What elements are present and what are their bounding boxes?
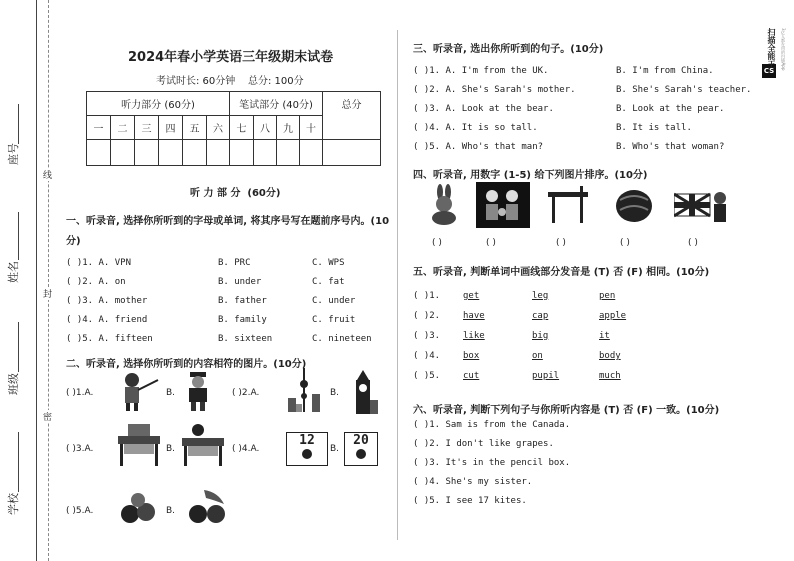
s5-item-5-word-b: pupil: [532, 371, 560, 381]
score-col-8: 八: [254, 116, 277, 140]
score-cell[interactable]: [277, 140, 300, 166]
s5-item-3-word-a: like: [463, 331, 485, 341]
s1-item-1-c: C. WPS: [312, 258, 345, 268]
score-cell[interactable]: [207, 140, 230, 166]
s6-item-3: ( )3. It's in the pencil box.: [413, 458, 571, 468]
name-blank: [18, 212, 19, 260]
s3-item-4-a: ( )4. A. It is so tall.: [413, 123, 538, 133]
fold-char-line: 线: [43, 168, 52, 181]
s3-item-5-b: B. Who's that woman?: [616, 142, 725, 152]
s3-item-1-b: B. I'm from China.: [616, 66, 714, 76]
s2-q5-b: B.: [166, 506, 176, 516]
s3-item-3-b: B. Look at the pear.: [616, 104, 725, 114]
s5-item-3-word-b: big: [532, 331, 549, 341]
s2-q3-a: ( )3.A.: [66, 444, 94, 454]
s2-q2-b: B.: [330, 388, 340, 398]
s4-bracket-5[interactable]: ( ): [688, 238, 698, 248]
s5-item-4-word-c: body: [599, 351, 621, 361]
section2-title: 二、听录音, 选择你所听到的内容相符的图片。(10分): [66, 359, 307, 370]
seat-label: 座号: [7, 143, 20, 165]
card-number-12: 12: [299, 433, 315, 448]
s1-item-3-a: ( )3. A. mother: [66, 296, 148, 306]
s3-item-4-b: B. It is tall.: [616, 123, 692, 133]
rabbit-image: [426, 184, 466, 226]
score-writing-header: 笔试部分 (40分): [230, 92, 323, 116]
s1-item-2-c: C. fat: [312, 277, 345, 287]
score-cell[interactable]: [323, 140, 381, 166]
s5-item-1-word-b: leg: [532, 291, 549, 301]
s1-item-5-a: ( )5. A. fifteen: [66, 334, 153, 344]
s2-q1-b: B.: [166, 388, 176, 398]
fold-char-secret: 密: [43, 410, 52, 423]
teacher-image: [114, 370, 160, 412]
s4-bracket-1[interactable]: ( ): [432, 238, 442, 248]
apple-icon: [356, 449, 366, 459]
s1-item-4-b: B. family: [218, 315, 267, 325]
school-label: 学校: [7, 493, 20, 515]
s1-item-4-c: C. fruit: [312, 315, 356, 325]
banana-fruit-image: [184, 486, 232, 526]
s5-item-2-word-a: have: [463, 311, 485, 321]
s6-item-4: ( )4. She's my sister.: [413, 477, 533, 487]
desk-ball-image: [178, 422, 228, 468]
score-listening-header: 听力部分 (60分): [87, 92, 230, 116]
s3-item-1-a: ( )1. A. I'm from the UK.: [413, 66, 549, 76]
s1-item-3-b: B. father: [218, 296, 267, 306]
score-col-7: 七: [230, 116, 254, 140]
s5-item-1-word-c: pen: [599, 291, 616, 301]
s2-q4-b: B.: [330, 444, 340, 454]
class-blank: [18, 322, 19, 372]
score-col-2: 二: [111, 116, 135, 140]
s2-q4-a: ( )4.A.: [232, 444, 260, 454]
s5-item-2-word-c: apple: [599, 311, 627, 321]
fold-line: [48, 0, 49, 561]
score-col-3: 三: [135, 116, 159, 140]
score-table: [86, 91, 381, 166]
s2-q2-a: ( )2.A.: [232, 388, 260, 398]
watermark-app-name: 扫描全能王: [767, 28, 776, 68]
score-cell[interactable]: [300, 140, 323, 166]
name-label: 姓名: [7, 261, 20, 283]
s6-item-1: ( )1. Sam is from the Canada.: [413, 420, 571, 430]
s1-item-5-b: B. sixteen: [218, 334, 273, 344]
s5-item-4-num: ( )4.: [413, 351, 441, 361]
score-col-5: 五: [183, 116, 207, 140]
score-cell[interactable]: [159, 140, 183, 166]
s5-item-4-word-b: on: [532, 351, 543, 361]
section5-title: 五、听录音, 判断单词中画线部分发音是 (T) 否 (F) 相同。(10分): [413, 267, 710, 278]
s1-item-2-a: ( )2. A. on: [66, 277, 126, 287]
s6-item-2: ( )2. I don't like grapes.: [413, 439, 554, 449]
margin-line: [36, 0, 37, 561]
s1-item-4-a: ( )4. A. friend: [66, 315, 148, 325]
uk-flag-boy-image: [674, 188, 730, 226]
desk-chair-image: [114, 422, 164, 468]
s1-item-3-c: C. under: [312, 296, 356, 306]
score-cell[interactable]: [87, 140, 111, 166]
s3-item-5-a: ( )5. A. Who's that man?: [413, 142, 544, 152]
section1-title: 一、听录音, 选择你所听到的字母或单词, 将其序号写在题前序号内。(10: [66, 216, 390, 227]
s1-item-1-a: ( )1. A. VPN: [66, 258, 132, 268]
s5-item-5-num: ( )5.: [413, 371, 441, 381]
s5-item-5-word-c: much: [599, 371, 621, 381]
score-col-9: 九: [277, 116, 300, 140]
fold-char-seal: 封: [43, 287, 52, 300]
police-image: [180, 370, 216, 412]
score-col-4: 四: [159, 116, 183, 140]
camscanner-logo-icon: CS: [762, 64, 776, 78]
s5-item-3-word-c: it: [599, 331, 610, 341]
class-label: 班级: [7, 373, 20, 395]
s3-item-2-a: ( )2. A. She's Sarah's mother.: [413, 85, 576, 95]
s3-item-2-b: B. She's Sarah's teacher.: [616, 85, 752, 95]
number-card-12: [286, 432, 328, 466]
listening-heading: 听 力 部 分 (60分): [190, 188, 281, 199]
s5-item-1-word-a: get: [463, 291, 480, 301]
school-blank: [18, 432, 19, 492]
seat-blank: [18, 104, 19, 144]
s4-bracket-4[interactable]: ( ): [620, 238, 630, 248]
s5-item-3-num: ( )3.: [413, 331, 441, 341]
score-total-header: 总分: [323, 92, 381, 140]
s5-item-5-word-a: cut: [463, 371, 480, 381]
big-ben-image: [346, 370, 380, 414]
chair-image: [546, 186, 592, 226]
s2-q5-a: ( )5.A.: [66, 506, 94, 516]
score-cell[interactable]: [135, 140, 159, 166]
family-photo-image: [476, 182, 530, 228]
score-col-6: 六: [207, 116, 230, 140]
exam-title: 2024年春小学英语三年级期末试卷: [128, 50, 334, 65]
s6-item-5: ( )5. I see 17 kites.: [413, 496, 527, 506]
number-card-20: [344, 432, 378, 466]
s5-item-2-num: ( )2.: [413, 311, 441, 321]
column-divider: [397, 30, 398, 540]
s4-bracket-2[interactable]: ( ): [486, 238, 496, 248]
s1-item-1-b: B. PRC: [218, 258, 251, 268]
exam-info: 考试时长: 60分钟 总分: 100分: [156, 76, 304, 87]
watermark-strip: [756, 0, 794, 561]
s5-item-4-word-a: box: [463, 351, 480, 361]
s1-item-5-c: C. nineteen: [312, 334, 372, 344]
s2-q1-a: ( )1.A.: [66, 388, 94, 398]
s3-item-3-a: ( )3. A. Look at the bear.: [413, 104, 554, 114]
watermelon-image: [614, 186, 656, 226]
watermark-slogan: 3亿人都在用的扫描App: [781, 28, 786, 71]
s5-item-1-num: ( )1.: [413, 291, 441, 301]
score-cell[interactable]: [183, 140, 207, 166]
fruit-pile-image: [116, 490, 162, 526]
s5-item-2-word-b: cap: [532, 311, 549, 321]
section4-title: 四、听录音, 用数字 (1-5) 给下列图片排序。(10分): [413, 170, 648, 181]
s1-item-2-b: B. under: [218, 277, 262, 287]
score-cell[interactable]: [230, 140, 254, 166]
score-col-10: 十: [300, 116, 323, 140]
shanghai-skyline-image: [286, 368, 326, 414]
score-cell[interactable]: [111, 140, 135, 166]
score-cell[interactable]: [254, 140, 277, 166]
s2-q3-b: B.: [166, 444, 176, 454]
score-col-1: 一: [87, 116, 111, 140]
section6-title: 六、听录音, 判断下列句子与你所听内容是 (T) 否 (F) 一致。(10分): [413, 405, 720, 416]
apple-icon: [302, 449, 312, 459]
s4-bracket-3[interactable]: ( ): [556, 238, 566, 248]
card-number-20: 20: [353, 433, 369, 448]
section3-title: 三、听录音, 选出你所听到的句子。(10分): [413, 44, 604, 55]
section1-title-cont: 分): [66, 236, 81, 247]
